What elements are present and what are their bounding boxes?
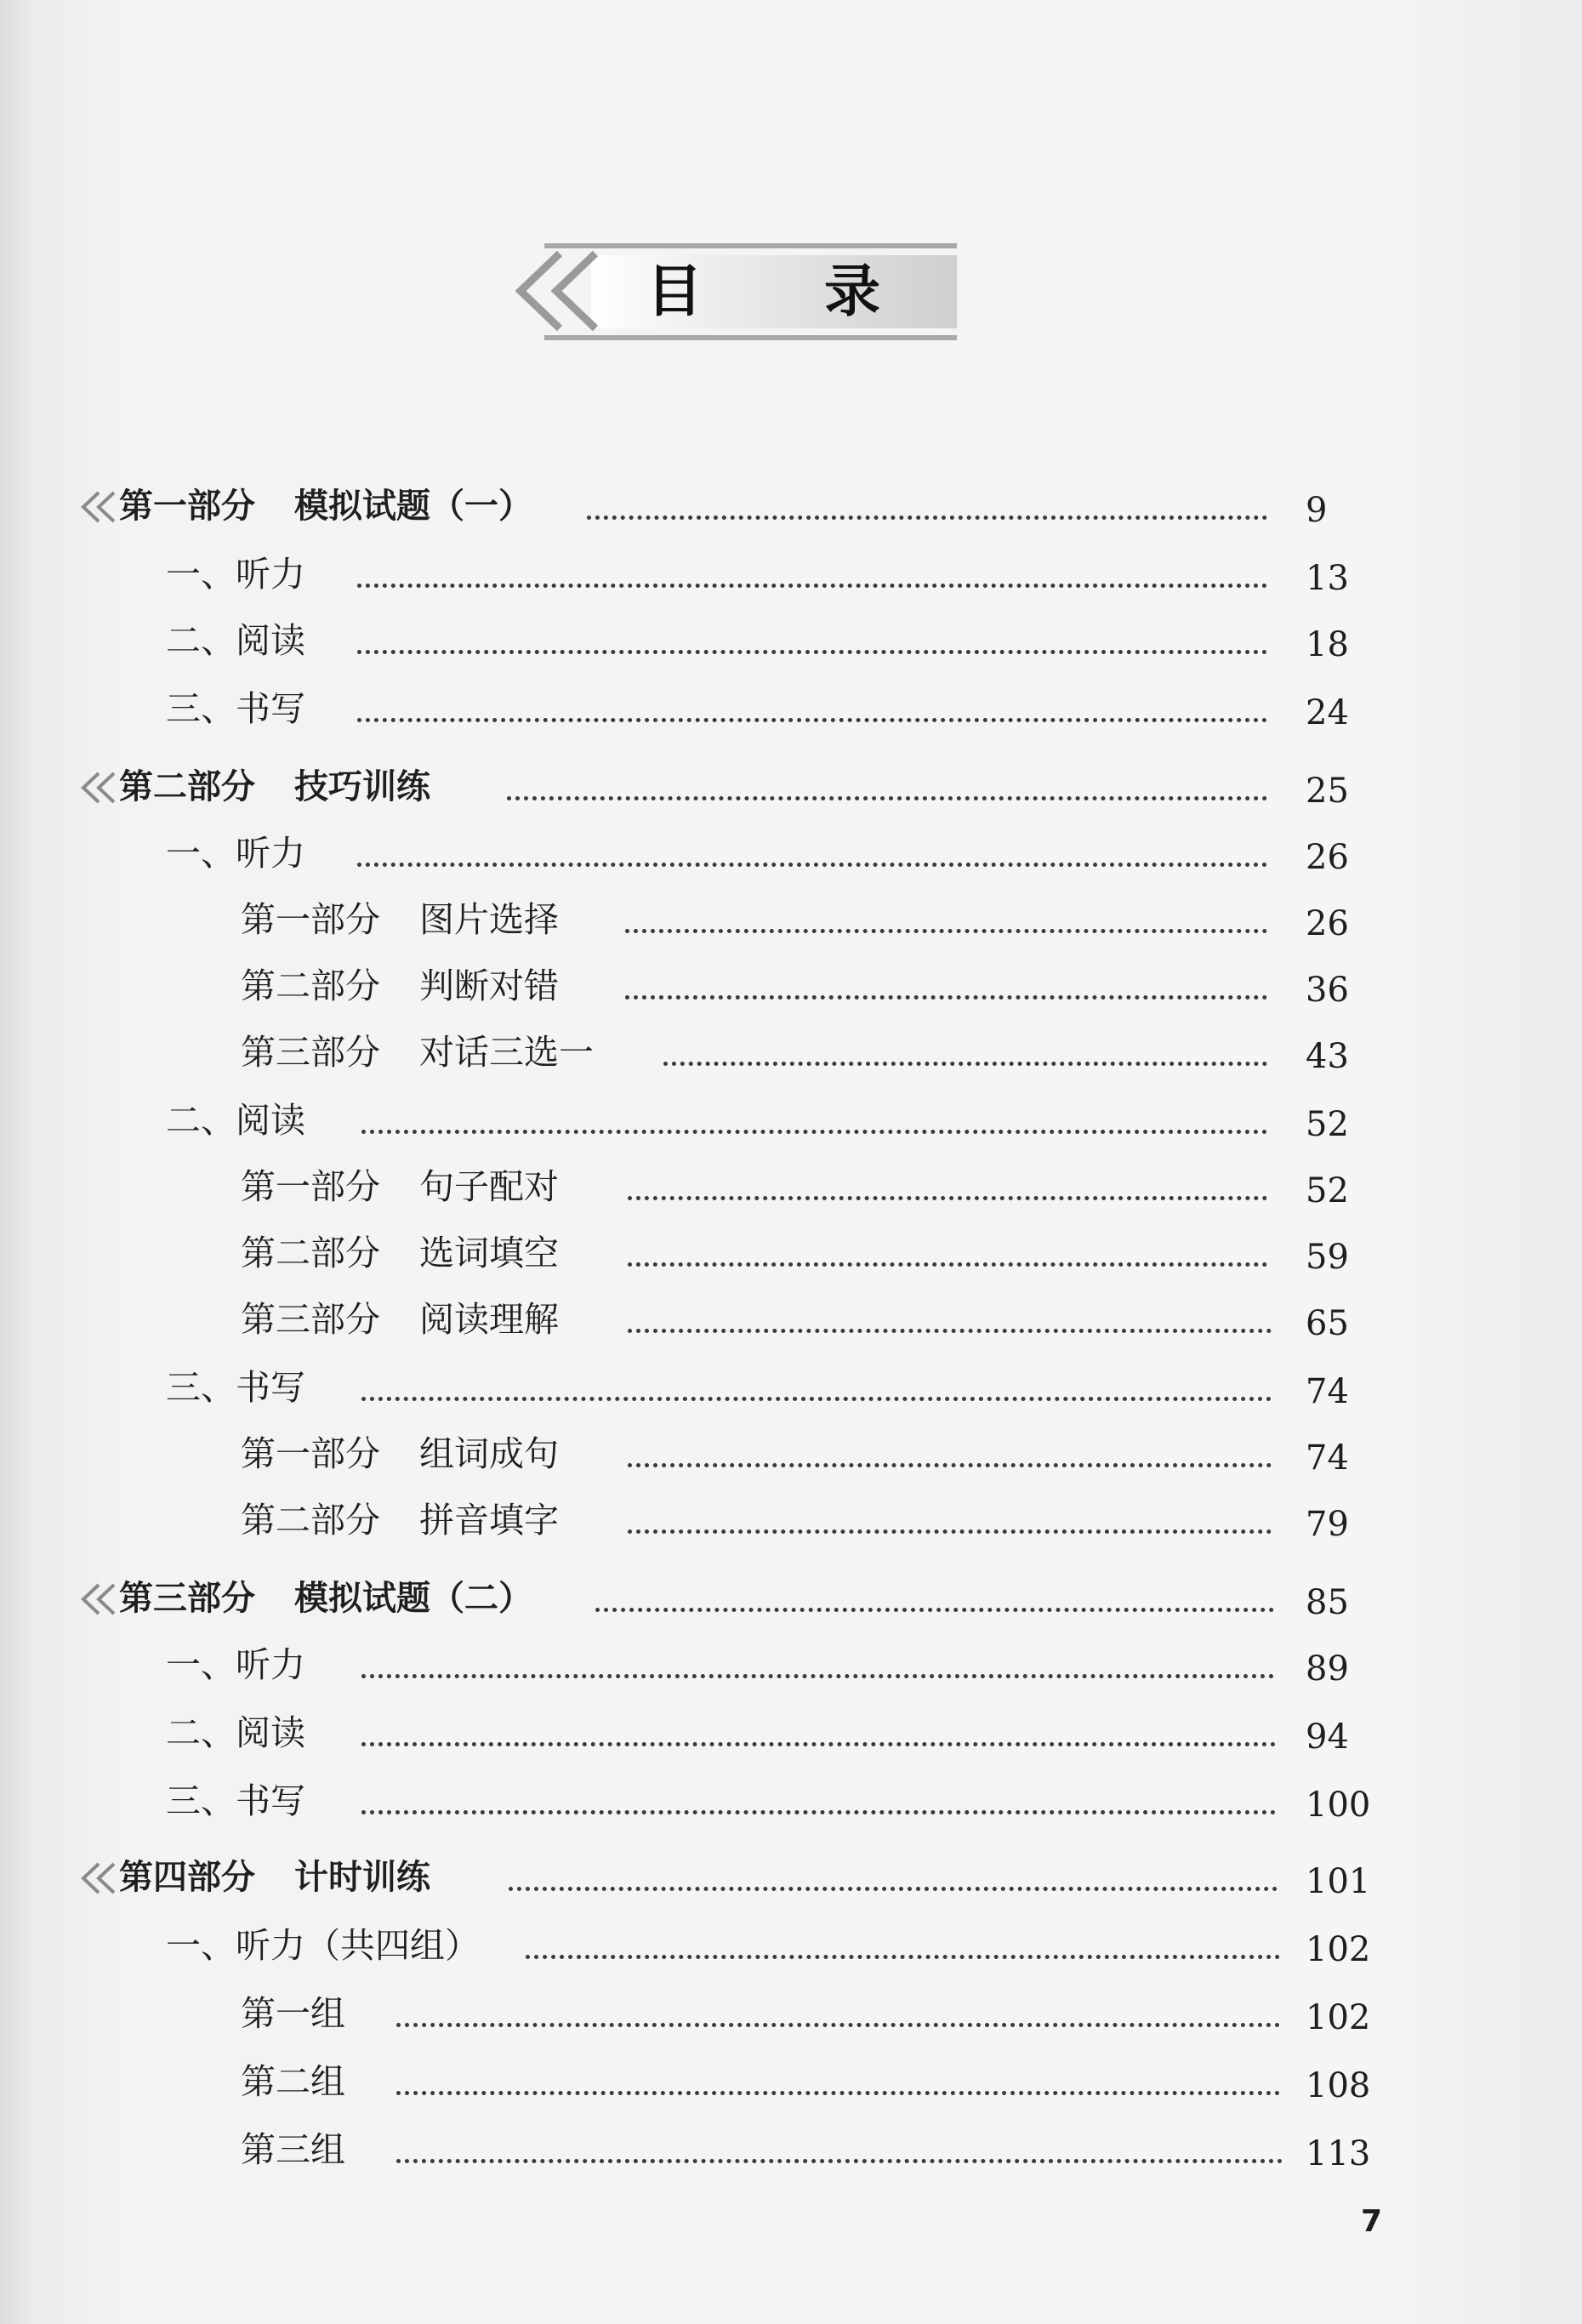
toc-page-number: 24 xyxy=(1306,693,1349,732)
dot-leader xyxy=(628,1262,1267,1267)
dot-leader xyxy=(587,515,1267,520)
toc-page-number: 36 xyxy=(1306,971,1349,1010)
toc-entry-label xyxy=(119,476,532,536)
toc-page-number: 52 xyxy=(1306,1105,1349,1144)
toc-entry-title: 判断对错 xyxy=(419,965,559,1006)
toc-page-number: 65 xyxy=(1306,1304,1349,1343)
toc-part-row xyxy=(0,757,1582,817)
toc-page-number: 89 xyxy=(1306,1649,1349,1689)
dot-leader xyxy=(357,863,1267,867)
dot-leader xyxy=(361,1674,1274,1678)
toc-entry-number: 第一部分 xyxy=(241,1166,380,1207)
toc-subsection-row xyxy=(0,1490,1582,1550)
toc-entry-label xyxy=(241,890,559,949)
toc-entry-label xyxy=(241,2052,345,2111)
toc-entry-title: 句子配对 xyxy=(419,1166,559,1207)
dot-leader xyxy=(663,1062,1267,1066)
dot-leader xyxy=(357,718,1267,722)
toc-entry-label xyxy=(241,956,559,1016)
toc-entry-label xyxy=(166,823,305,883)
toc-entry-label xyxy=(241,1424,559,1484)
toc-page-number: 113 xyxy=(1306,2134,1371,2173)
dot-leader xyxy=(526,1955,1280,1959)
toc-entry-number: 一、听力 xyxy=(166,554,305,595)
toc-entry-label xyxy=(166,679,305,738)
toc-entry-label xyxy=(241,2120,345,2179)
toc-entry-label xyxy=(241,1157,559,1216)
toc-page-number: 94 xyxy=(1306,1717,1349,1757)
toc-entry-label xyxy=(241,1022,594,1082)
toc-entry-label xyxy=(241,1223,559,1283)
double-chevron-left-icon xyxy=(78,490,117,524)
double-chevron-left-icon xyxy=(78,1861,117,1895)
toc-entry-number: 第三部分 xyxy=(241,1032,380,1073)
dot-leader xyxy=(628,1196,1267,1200)
toc-part-row xyxy=(0,1848,1582,1907)
dot-leader xyxy=(628,1529,1272,1534)
toc-entry-number: 三、书写 xyxy=(166,1367,305,1408)
toc-section-row xyxy=(0,1091,1582,1150)
toc-entry-number: 第四部分 xyxy=(119,1858,255,1897)
toc-entry-number: 第二组 xyxy=(241,2061,345,2102)
dot-leader xyxy=(361,1810,1276,1814)
toc-entry-title: 对话三选一 xyxy=(419,1032,594,1073)
toc-subsection-row xyxy=(0,1157,1582,1216)
toc-subsection-row xyxy=(0,956,1582,1016)
double-chevron-left-icon xyxy=(78,771,117,805)
dot-leader xyxy=(507,796,1267,800)
toc-subsection-row xyxy=(0,1424,1582,1484)
page-number: 7 xyxy=(1361,2204,1383,2239)
toc-page-number: 85 xyxy=(1306,1583,1349,1622)
toc-page-number: 74 xyxy=(1306,1372,1349,1411)
toc-section-row xyxy=(0,679,1582,738)
toc-entry-number: 第一部分 xyxy=(241,899,380,940)
toc-entry-number: 第一部分 xyxy=(241,1433,380,1474)
toc-subsection-row xyxy=(0,1984,1582,2043)
toc-entry-number: 二、阅读 xyxy=(166,1712,305,1753)
toc-section-row xyxy=(0,1916,1582,1975)
toc-entry-label xyxy=(166,1771,305,1831)
toc-entry-number: 三、书写 xyxy=(166,688,305,729)
toc-page-number: 59 xyxy=(1306,1238,1349,1277)
toc-entry-number: 第三部分 xyxy=(241,1299,380,1340)
dot-leader xyxy=(357,584,1267,588)
toc-entry-label xyxy=(241,1290,559,1349)
toc-page-number: 79 xyxy=(1306,1505,1349,1544)
dot-leader xyxy=(396,2091,1280,2095)
toc-subsection-row xyxy=(0,2052,1582,2111)
toc-entry-number: 第三组 xyxy=(241,2129,345,2170)
toc-section-row xyxy=(0,1635,1582,1695)
toc-entry-label xyxy=(166,544,305,604)
toc-entry-label xyxy=(241,1490,559,1550)
toc-entry-label xyxy=(166,1358,305,1417)
toc-subsection-row xyxy=(0,1022,1582,1082)
toc-part-row xyxy=(0,1569,1582,1628)
toc-page-number: 100 xyxy=(1306,1786,1371,1825)
toc-entry-label xyxy=(166,1091,305,1150)
toc-page-number: 25 xyxy=(1306,772,1349,811)
dot-leader xyxy=(396,2023,1280,2027)
toc-section-row xyxy=(0,1703,1582,1763)
toc-page-number: 26 xyxy=(1306,904,1349,943)
toc-entry-title: 模拟试题（二） xyxy=(294,1579,532,1618)
title-banner xyxy=(510,240,961,344)
toc-entry-title: 阅读理解 xyxy=(419,1299,559,1340)
title-rule-top xyxy=(544,243,957,248)
toc-entry-title: 技巧训练 xyxy=(294,767,430,806)
dot-leader xyxy=(361,1130,1267,1134)
toc-page-number: 108 xyxy=(1306,2066,1371,2105)
toc-entry-label xyxy=(119,757,430,817)
toc-entry-label xyxy=(166,1635,305,1695)
toc-page-number: 102 xyxy=(1306,1998,1371,2037)
toc-entry-number: 第二部分 xyxy=(241,1500,380,1541)
toc-page-number: 102 xyxy=(1306,1930,1371,1969)
toc-section-row xyxy=(0,544,1582,604)
toc-entry-title: 组词成句 xyxy=(419,1433,559,1474)
toc-entry-number: 一、听力 xyxy=(166,833,305,874)
toc-page-number: 43 xyxy=(1306,1037,1349,1076)
title-rule-bottom xyxy=(544,335,957,340)
toc-entry-label xyxy=(166,611,305,670)
toc-section-row xyxy=(0,1771,1582,1831)
toc-entry-number: 第一部分 xyxy=(119,487,255,526)
toc-subsection-row xyxy=(0,1290,1582,1349)
dot-leader xyxy=(628,1329,1272,1333)
toc-entry-label xyxy=(166,1916,480,1975)
toc-subsection-row xyxy=(0,2120,1582,2179)
toc-entry-label xyxy=(119,1848,430,1907)
dot-leader xyxy=(361,1397,1272,1401)
toc-entry-title: 图片选择 xyxy=(419,899,559,940)
toc-section-row xyxy=(0,823,1582,883)
toc-page-number: 52 xyxy=(1306,1171,1349,1210)
toc-entry-title: 模拟试题（一） xyxy=(294,487,532,526)
double-chevron-left-icon xyxy=(78,1582,117,1616)
toc-subsection-row xyxy=(0,890,1582,949)
toc-part-row xyxy=(0,476,1582,536)
dot-leader xyxy=(509,1887,1278,1891)
dot-leader xyxy=(595,1608,1274,1612)
toc-entry-number: 第二部分 xyxy=(241,965,380,1006)
toc-entry-title: 拼音填字 xyxy=(419,1500,559,1541)
toc-page-number: 13 xyxy=(1306,559,1349,598)
toc-page-number: 26 xyxy=(1306,838,1349,877)
toc-entry-number: 第二部分 xyxy=(241,1233,380,1273)
toc-subsection-row xyxy=(0,1223,1582,1283)
toc-entry-number: 三、书写 xyxy=(166,1780,305,1821)
toc-section-row xyxy=(0,1358,1582,1417)
toc-entry-label xyxy=(166,1703,305,1763)
double-chevron-left-icon xyxy=(510,248,604,333)
dot-leader xyxy=(625,929,1267,933)
dot-leader xyxy=(628,1463,1272,1467)
toc-page-number: 74 xyxy=(1306,1438,1349,1478)
toc-page-number: 9 xyxy=(1306,491,1328,530)
toc-entry-label xyxy=(119,1569,532,1628)
toc-page-number: 101 xyxy=(1306,1862,1371,1901)
dot-leader xyxy=(361,1742,1276,1746)
dot-leader xyxy=(357,650,1267,654)
toc-entry-number: 一、听力（共四组） xyxy=(166,1925,480,1966)
page-title: 目 录 xyxy=(646,259,931,324)
toc-entry-number: 一、听力 xyxy=(166,1644,305,1685)
dot-leader xyxy=(396,2159,1283,2163)
toc-entry-number: 第二部分 xyxy=(119,767,255,806)
toc-entry-title: 计时训练 xyxy=(294,1858,430,1897)
toc-entry-title: 选词填空 xyxy=(419,1233,559,1273)
dot-leader xyxy=(625,995,1267,1000)
toc-section-row xyxy=(0,611,1582,670)
toc-entry-number: 二、阅读 xyxy=(166,1100,305,1141)
toc-entry-number: 二、阅读 xyxy=(166,620,305,661)
toc-page-number: 18 xyxy=(1306,625,1349,664)
toc-entry-number: 第一组 xyxy=(241,1993,345,2034)
toc-entry-number: 第三部分 xyxy=(119,1579,255,1618)
toc-entry-label xyxy=(241,1984,345,2043)
